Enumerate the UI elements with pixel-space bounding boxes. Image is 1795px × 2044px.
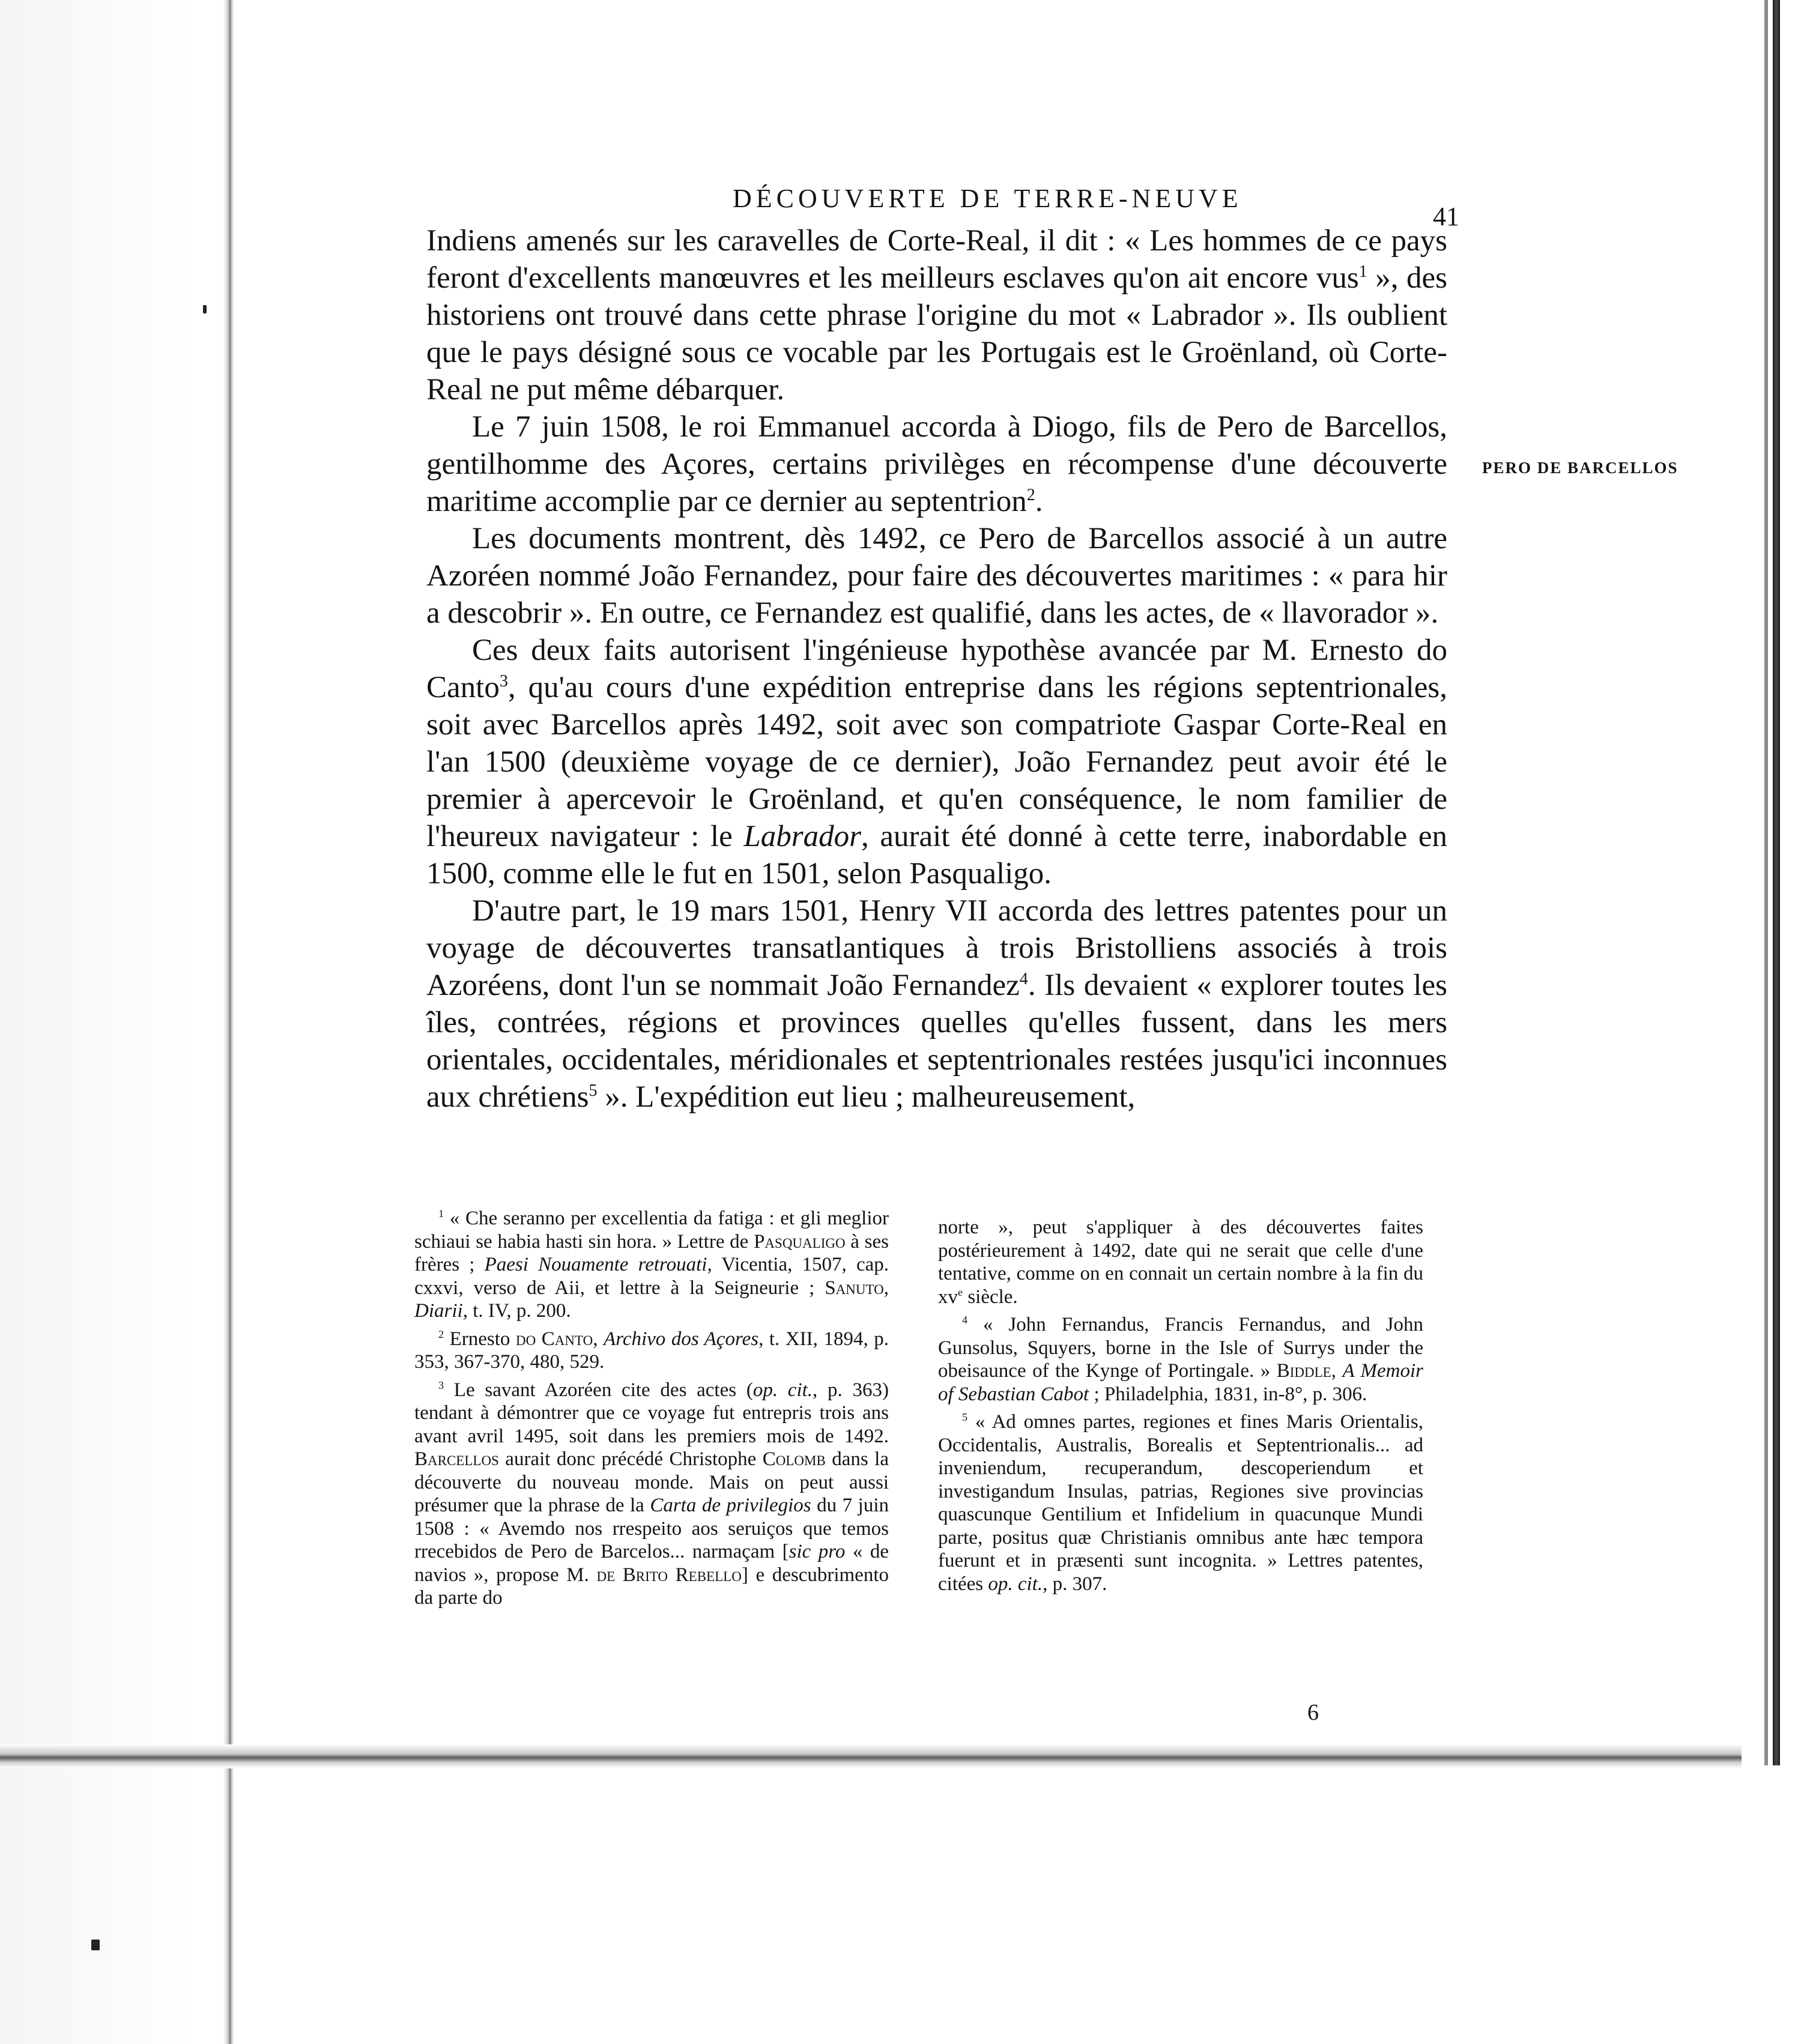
footnote-ref: 3 bbox=[499, 672, 508, 691]
text-run: , aurait été donné à cette terre, inabordable en 1500, comme elle le fut en 1501, selon Pasqualigo. bbox=[426, 820, 1447, 890]
book-title: Carta de privilegios bbox=[650, 1495, 811, 1516]
superscript: e bbox=[958, 1286, 963, 1298]
text-run: . Ils devaient « explorer toutes les îles, contrées, régions et provinces quelles qu'elles fussent, dans les mers orientales, occidentales, méridionales et septentrionales restées jusqu'ici inconnues aux chrétiens bbox=[426, 969, 1447, 1114]
text-run: à ses frères ; bbox=[414, 1230, 889, 1275]
footnote-2 bbox=[414, 1328, 889, 1374]
author-name: Barcellos bbox=[414, 1448, 499, 1470]
body-text bbox=[426, 222, 1447, 1116]
author-name: Colomb bbox=[762, 1448, 826, 1470]
book-title: Diarii bbox=[414, 1300, 463, 1322]
page-right-edge-band bbox=[1773, 0, 1780, 1765]
author-name: do Canto bbox=[516, 1328, 593, 1350]
footnote-number: 4 bbox=[962, 1314, 968, 1326]
citation-abbrev: sic pro bbox=[789, 1541, 846, 1562]
book-title: A Memoir of Sebastian Cabot bbox=[938, 1360, 1424, 1405]
text-run: , bbox=[1331, 1360, 1343, 1382]
text-run: , p. 307. bbox=[1043, 1573, 1107, 1595]
text-run: aurait donc précédé Christophe bbox=[498, 1448, 763, 1470]
book-title: Paesi Nouamente retrouati bbox=[484, 1254, 707, 1275]
text-run: Indiens amenés sur les caravelles de Corte-Real, il dit : « Les hommes de ce pays feront d'excellents manœuvres et les meilleurs esclaves qu'on ait encore vus bbox=[426, 224, 1447, 295]
paragraph-3: Les documents montrent, dès 1492, ce Pero de Barcellos associé à un autre Azoréen nommé João Fernandez, pour faire des découvertes maritimes : « para hir a descobrir ». En outre, ce Fernandez est qualifié, dans les actes, de « llavorador ». bbox=[426, 522, 1447, 630]
book-gutter bbox=[223, 0, 234, 2044]
text-run: ». L'expédition eut lieu ; malheureusement, bbox=[597, 1080, 1136, 1114]
facing-page-edge bbox=[0, 0, 198, 2044]
text-run: , Vicentia, 1507, cap. cxxvi, verso de Aii, et lettre à la Seigneurie ; bbox=[414, 1254, 889, 1299]
text-run: Ces deux faits autorisent l'ingénieuse hypothèse avancée par M. Ernesto do Canto bbox=[426, 633, 1447, 704]
margin-note: PERO DE BARCELLOS bbox=[1482, 459, 1678, 477]
author-name: de Brito Rebello bbox=[596, 1564, 742, 1586]
signature-mark: 6 bbox=[1307, 1700, 1319, 1725]
book-title: Archivo dos Açores bbox=[604, 1328, 759, 1350]
text-run: Le 7 juin 1508, le roi Emmanuel accorda à Diogo, fils de Pero de Barcellos, gentilhomme des Açores, certains privilèges en récompense d'une découverte maritime accomplie par ce dernier au septentrion bbox=[426, 410, 1447, 518]
text-run: siècle. bbox=[963, 1286, 1018, 1308]
paragraph-5 bbox=[426, 892, 1447, 1116]
text-run: . bbox=[1035, 485, 1043, 518]
citation-abbrev: op. cit. bbox=[752, 1379, 813, 1401]
footnote-ref: 5 bbox=[589, 1081, 598, 1100]
author-name: Pasqualigo bbox=[754, 1230, 846, 1253]
text-run: Ernesto bbox=[444, 1328, 516, 1350]
citation-abbrev: op. cit. bbox=[988, 1573, 1043, 1595]
footnote-5 bbox=[938, 1411, 1423, 1595]
footnote-4 bbox=[938, 1313, 1423, 1406]
text-run: du 7 juin 1508 : « Avemdo nos rrespeito aos seruiços que temos rrecebidos de Pero de Barcelos... narmaçam [ bbox=[414, 1495, 889, 1562]
text-run: , qu'au cours d'une expédition entreprise dans les régions septentrionales, soit avec Barcellos après 1492, soit avec son compatriote Gaspar Corte-Real en l'an 1500 (deuxième voyage de ce dernier), João Fernandez peut avoir été le premier à apercevoir le Groënland, et qu'en conséquence, le nom familier de l'heureux navigateur : le bbox=[426, 671, 1447, 853]
text-run: Le savant Azoréen cite des actes ( bbox=[444, 1379, 753, 1401]
footnote-3-continued bbox=[938, 1216, 1423, 1308]
text-run: « John Fernandus, Francis Fernandus, and John Gunsolus, Squyers, borne in the Isle of Surrys under the obeisaunce of the Kynge of Portingale. » bbox=[938, 1314, 1423, 1382]
footnote-number: 3 bbox=[438, 1379, 444, 1391]
footnote-number: 5 bbox=[962, 1411, 968, 1423]
text-run: , bbox=[883, 1277, 889, 1299]
italic-term: Labrador bbox=[743, 820, 861, 853]
scan-speck bbox=[91, 1940, 100, 1950]
scan-speck bbox=[203, 305, 207, 313]
text-run: « Che seranno per excellentia da fatiga : et gli meglior schiaui se habia hasti sin hora. » Lettre de bbox=[414, 1208, 889, 1253]
text-run: « de navios », propose M. bbox=[414, 1541, 889, 1586]
page-bottom-edge bbox=[0, 1744, 1742, 1768]
author-name: Sanuto bbox=[825, 1277, 884, 1299]
paragraph-2 bbox=[426, 408, 1447, 520]
text-run: , p. 363) tendant à démontrer que ce voyage fut entrepris trois ans avant avril 1495, soit dans les premiers mois de 1492. bbox=[414, 1379, 889, 1447]
text-run: ] e descubrimento da parte do bbox=[414, 1564, 889, 1609]
folio: 41 bbox=[1433, 202, 1459, 231]
paragraph-4 bbox=[426, 632, 1447, 892]
text-run: , t. XII, 1894, p. 353, 367-370, 480, 529. bbox=[414, 1328, 889, 1373]
footnote-number: 1 bbox=[438, 1208, 444, 1220]
footnote-1 bbox=[414, 1207, 889, 1323]
text-run: D'autre part, le 19 mars 1501, Henry VII accorda des lettres patentes pour un voyage de découvertes transatlantiques à trois Bristolliens associés à trois Azoréens, dont l'un se nommait João Fernandez bbox=[426, 894, 1447, 1002]
running-head: DÉCOUVERTE DE TERRE-NEUVE bbox=[733, 184, 1243, 213]
footnote-ref: 4 bbox=[1019, 970, 1028, 988]
footnote-ref: 1 bbox=[1358, 262, 1367, 281]
text-run: , bbox=[593, 1328, 604, 1350]
text-run: ; Philadelphia, 1831, in-8°, p. 306. bbox=[1089, 1383, 1367, 1405]
paragraph-1 bbox=[426, 222, 1447, 408]
footnote-ref: 2 bbox=[1026, 486, 1035, 504]
footnotes-right-column bbox=[938, 1216, 1423, 1600]
text-run: », des historiens ont trouvé dans cette phrase l'origine du mot « Labrador ». Ils oublient que le pays désigné sous ce vocable par les Portugais est le Groënland, où Corte-Real ne put même débarquer. bbox=[426, 261, 1447, 407]
page-right-edge-line bbox=[1764, 0, 1768, 1765]
author-name: Biddle bbox=[1276, 1360, 1331, 1382]
text-run: dans la découverte du nouveau monde. Mais on peut aussi présumer que la phrase de la bbox=[414, 1448, 889, 1516]
text-run: norte », peut s'appliquer à des découvertes faites postérieurement à 1492, date qui ne serait que celle d'une tentative, comme on en connait un certain nombre à la fin du xv bbox=[938, 1217, 1423, 1308]
text-run: , t. IV, p. 200. bbox=[462, 1300, 571, 1322]
text-run: « Ad omnes partes, regiones et fines Maris Orientalis, Occidentalis, Australis, Borealis et Septentrionalis... ad inveniendum, recuperandum, descoperiendum et investigandum Insulas, patrias, Regiones sive provincias quascunque Gentilium et Infidelium in quacunque Mundi parte, positus quæ Christianis omnibus ante hæc tempora fuerunt et in præsenti sunt incognita. » Lettres patentes, citées bbox=[938, 1411, 1423, 1595]
footnotes-left-column bbox=[414, 1207, 889, 1615]
footnote-number: 2 bbox=[438, 1328, 444, 1340]
footnote-3 bbox=[414, 1379, 889, 1610]
